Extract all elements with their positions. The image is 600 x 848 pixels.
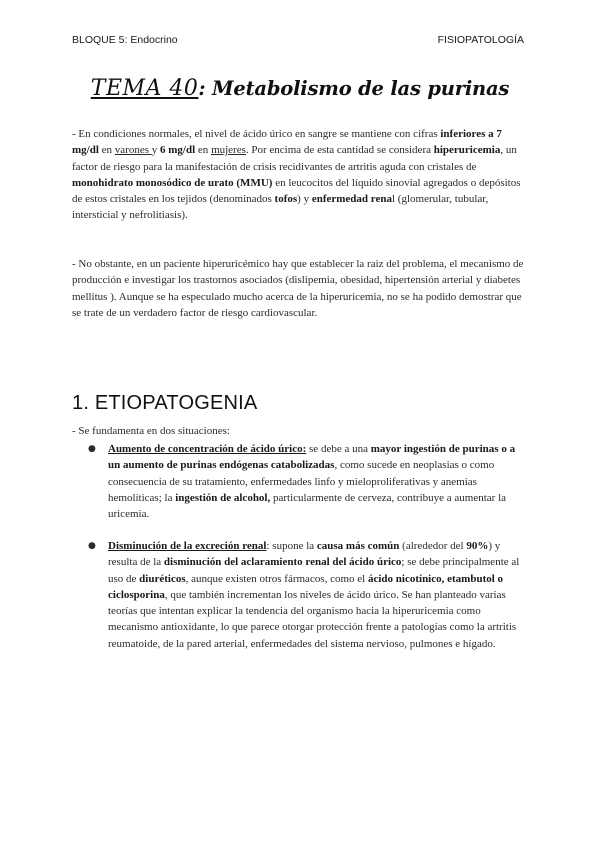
list-item xyxy=(88,538,520,652)
text: - En condiciones normales, el nivel de ácido úrico en sangre se mantiene con cifras xyxy=(72,128,441,140)
underlined-text: mujeres xyxy=(211,144,246,157)
bullet-title: Aumento de concentración de ácido úrico: xyxy=(108,443,307,455)
paragraph-hyperuricemia xyxy=(72,126,528,224)
text: , que también incrementan los niveles de ácido úrico. Se han planteado varias teorías que intentan explicar la tendencia del organismo hacia la hiperuricemia como mecanismo antioxidante, lo que parece otorgar protección frente a patologías como la artritis reumatoide, de la pared arterial, enfermedades del sistema nervioso, pulmones e hígado. xyxy=(108,588,517,650)
title-topic: TEMA 40 xyxy=(90,76,199,101)
bold-text: mayor ingestión de purinas o a un aumento de purinas endógenas catabolizadas xyxy=(108,443,516,472)
bold-text: 6 mg/dl xyxy=(160,144,196,157)
text: l (glomerular, tubular, intersticial y nefrolitiasis). xyxy=(72,193,489,222)
text: . Por encima de esta cantidad se considera xyxy=(245,144,434,157)
bold-text: enfermedad rena xyxy=(311,193,392,206)
bold-text: tofos xyxy=(274,193,298,206)
bold-text: ácido nicotínico, etambutol o ciclosporina xyxy=(108,572,504,601)
text: , como sucede en neoplasias o como consecuencia de su tratamiento, enfermedades linfo y mieloproliferativas y anemias hemolíticas; la xyxy=(108,459,495,504)
text: (alrededor del xyxy=(399,540,467,552)
page-title xyxy=(0,76,600,101)
text: ; se debe principalmente al uso de xyxy=(108,556,520,585)
text: , un factor de riesgo para la manifestación de crisis recidivantes de artritis aguda con cristales de xyxy=(72,144,517,173)
text: en xyxy=(195,144,212,157)
text: particularmente de cerveza, contribuye a aumentar la uricemia. xyxy=(108,491,507,521)
list-item xyxy=(88,441,520,522)
paragraph-cardiovascular-risk: - No obstante, en un paciente hiperuricémico hay que establecer la raiz del problema, el mecanismo de producción e investigar los trastornos asociados (dislipemia, obesidad, hipertensión arterial y diabetes mellitus ). Aunque se ha especulado mucho acerca de la hiperuricemia, no se ha podido demostrar que se trate de un verdadero factor de riesgo cardiovascular. xyxy=(72,258,524,319)
bold-text: hiperuricemia xyxy=(433,144,501,157)
text: : supone la xyxy=(266,540,317,552)
section-heading: 1. ETIOPATOGENIA xyxy=(72,392,258,414)
text: y xyxy=(151,144,161,157)
header-right: FISIOPATOLOGÍA xyxy=(437,34,524,46)
bold-text: ingestión de alcohol, xyxy=(175,491,271,504)
text: en leucocitos del líquido sinovial agregados o depósitos de estos cristales en los tejidos (denominados xyxy=(72,176,521,206)
bold-text: disminución del aclaramiento renal del ácido úrico xyxy=(163,556,402,569)
bold-text: inferiores a 7 mg/dl xyxy=(72,128,502,157)
section-intro: - Se fundamenta en dos situaciones: xyxy=(72,425,230,437)
text: ) y xyxy=(297,193,312,206)
bold-text: 90% xyxy=(466,540,489,552)
text: en xyxy=(98,144,115,157)
underlined-text: varones xyxy=(114,144,152,157)
text: se debe a una xyxy=(306,443,371,455)
title-subject: : Metabolismo de las purinas xyxy=(198,77,510,100)
bullet-icon: ● xyxy=(88,444,96,454)
bullet-icon: ● xyxy=(88,541,96,551)
bold-text: monohidrato monosódico de urato (MMU) xyxy=(72,176,273,189)
text: , aunque existen otros fármacos, como el xyxy=(185,572,368,585)
page-header xyxy=(72,34,524,46)
header-left: BLOQUE 5: Endocrino xyxy=(72,34,178,46)
bullet-title: Disminución de la excreción renal xyxy=(108,540,267,552)
bold-text: diuréticos xyxy=(139,572,186,585)
text: ) y resulta de la xyxy=(108,540,501,569)
bold-text: causa más común xyxy=(316,540,400,552)
